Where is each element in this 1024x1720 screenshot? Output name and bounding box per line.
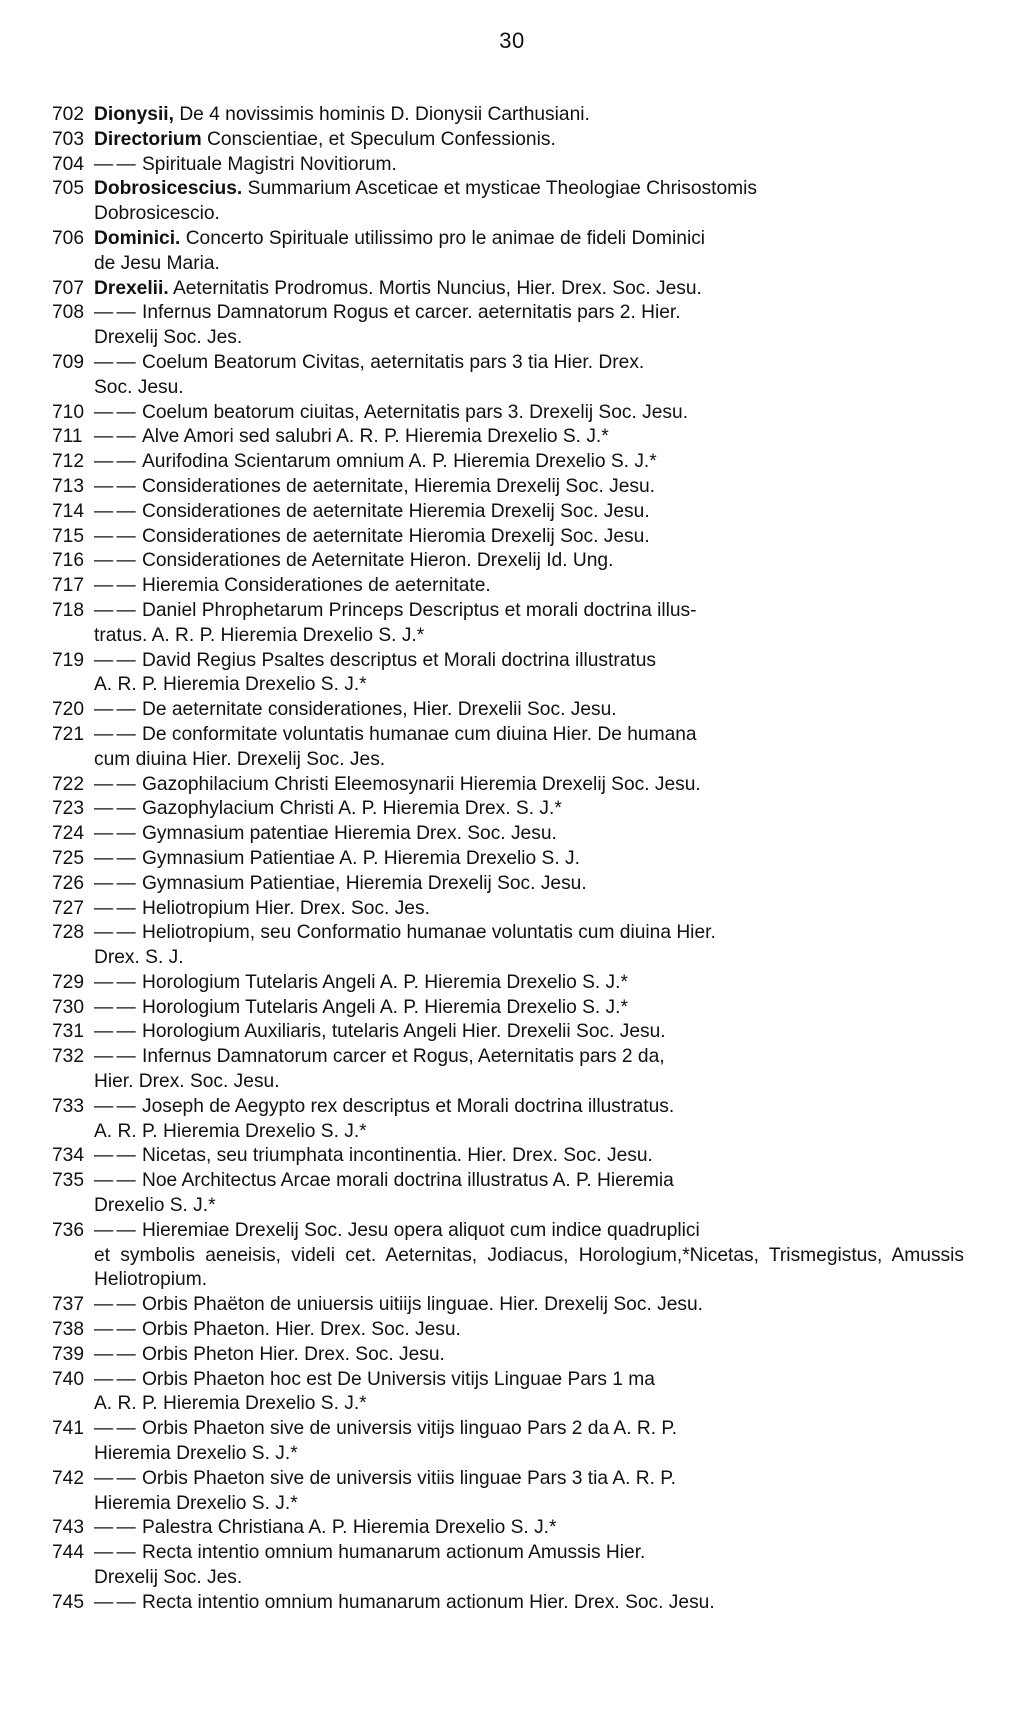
entry-number: 704 bbox=[52, 153, 85, 175]
entry-number: 745 bbox=[52, 1591, 85, 1613]
catalog-entry bbox=[52, 971, 964, 996]
entry-title: Horologium Tutelaris Angeli A. P. Hieremia Drexelio S. J.* bbox=[142, 996, 628, 1018]
catalog-entry bbox=[52, 1368, 964, 1418]
entry-title: Gazophylacium Christi A. P. Hieremia Drex. S. J.* bbox=[142, 798, 562, 820]
entry-title: Considerationes de aeternitate Hieromia Drexelij Soc. Jesu. bbox=[142, 525, 650, 547]
entry-continuation: A. R. P. Hieremia Drexelio S. J.* bbox=[94, 674, 367, 696]
ditto-mark: — — bbox=[94, 401, 135, 423]
ditto-mark: — — bbox=[94, 1046, 135, 1068]
entry-number: 703 bbox=[52, 128, 85, 150]
entry-title: Spirituale Magistri Novitiorum. bbox=[142, 153, 397, 175]
entry-continuation: A. R. P. Hieremia Drexelio S. J.* bbox=[94, 1393, 367, 1415]
ditto-mark: — — bbox=[94, 426, 135, 448]
ditto-mark: — — bbox=[94, 1418, 135, 1440]
entry-continuation: Hieremia Drexelio S. J.* bbox=[94, 1492, 298, 1514]
entry-number: 720 bbox=[52, 699, 85, 721]
entry-title: Concerto Spirituale utilissimo pro le animae de fideli Dominici bbox=[185, 227, 706, 249]
entry-number: 737 bbox=[52, 1294, 85, 1316]
catalog-entry bbox=[52, 822, 964, 847]
catalog-entry bbox=[52, 1591, 964, 1616]
entry-title: Recta intentio omnium humanarum actionum Amussis Hier. bbox=[142, 1542, 646, 1564]
ditto-mark: — — bbox=[94, 475, 135, 497]
ditto-mark: — — bbox=[94, 773, 135, 795]
entry-number: 731 bbox=[52, 1021, 85, 1043]
entry-number: 706 bbox=[52, 227, 85, 249]
entry-number: 743 bbox=[52, 1517, 85, 1539]
entry-number: 739 bbox=[52, 1343, 85, 1365]
ditto-mark: — — bbox=[94, 872, 135, 894]
catalog-entry bbox=[52, 1417, 964, 1467]
entry-title: Orbis Pheton Hier. Drex. Soc. Jesu. bbox=[142, 1343, 445, 1365]
catalog-entry bbox=[52, 1343, 964, 1368]
ditto-mark: — — bbox=[94, 1517, 135, 1539]
catalog-entry bbox=[52, 450, 964, 475]
entry-title: Daniel Phrophetarum Princeps Descriptus et morali doctrina illus- bbox=[142, 599, 697, 621]
entry-continuation: Dobrosicescio. bbox=[94, 203, 220, 225]
entry-title: Gazophilacium Christi Eleemosynarii Hieremia Drexelij Soc. Jesu. bbox=[142, 773, 701, 795]
entry-title: Orbis Phaeton sive de universis vitiis linguae Pars 3 tia A. R. P. bbox=[142, 1467, 676, 1489]
entry-continuation: Soc. Jesu. bbox=[94, 376, 184, 398]
ditto-mark: — — bbox=[94, 971, 135, 993]
catalog-entry bbox=[52, 351, 964, 401]
catalog-entry bbox=[52, 1144, 964, 1169]
entry-number: 741 bbox=[52, 1418, 85, 1440]
ditto-mark: — — bbox=[94, 823, 135, 845]
entry-continuation: cum diuina Hier. Drexelij Soc. Jes. bbox=[94, 748, 386, 770]
ditto-mark: — — bbox=[94, 897, 135, 919]
entry-number: 729 bbox=[52, 971, 85, 993]
entry-number: 714 bbox=[52, 500, 85, 522]
catalog-entry bbox=[52, 549, 964, 574]
entry-title: Orbis Phaeton. Hier. Drex. Soc. Jesu. bbox=[142, 1319, 461, 1341]
entry-title: Considerationes de Aeternitate Hieron. Drexelij Id. Ung. bbox=[142, 550, 614, 572]
ditto-mark: — — bbox=[94, 575, 135, 597]
entry-number: 716 bbox=[52, 550, 85, 572]
entry-continuation: Hier. Drex. Soc. Jesu. bbox=[94, 1071, 280, 1093]
entry-title: Heliotropium Hier. Drex. Soc. Jes. bbox=[142, 897, 430, 919]
entry-number: 735 bbox=[52, 1170, 85, 1192]
ditto-mark: — — bbox=[94, 798, 135, 820]
catalog-entry bbox=[52, 500, 964, 525]
entry-title: Horologium Auxiliaris, tutelaris Angeli Hier. Drexelii Soc. Jesu. bbox=[142, 1021, 666, 1043]
entry-number: 742 bbox=[52, 1467, 85, 1489]
ditto-mark: — — bbox=[94, 1145, 135, 1167]
entry-continuation: Drexelij Soc. Jes. bbox=[94, 1567, 243, 1589]
entry-continuation: de Jesu Maria. bbox=[94, 252, 220, 274]
catalog-entry bbox=[52, 847, 964, 872]
catalog-entry bbox=[52, 872, 964, 897]
catalog-entry bbox=[52, 177, 964, 227]
entry-number: 705 bbox=[52, 178, 85, 200]
ditto-mark: — — bbox=[94, 1368, 135, 1390]
ditto-mark: — — bbox=[94, 1343, 135, 1365]
entry-number: 718 bbox=[52, 599, 85, 621]
entry-number: 744 bbox=[52, 1542, 85, 1564]
catalog-entry bbox=[52, 773, 964, 798]
entry-number: 724 bbox=[52, 823, 85, 845]
entry-title: Gymnasium Patientiae, Hieremia Drexelij Soc. Jesu. bbox=[142, 872, 587, 894]
entry-number: 734 bbox=[52, 1145, 85, 1167]
ditto-mark: — — bbox=[94, 302, 135, 324]
catalog-entry bbox=[52, 698, 964, 723]
entry-title: Horologium Tutelaris Angeli A. P. Hieremia Drexelio S. J.* bbox=[142, 971, 628, 993]
entry-number: 733 bbox=[52, 1095, 85, 1117]
entry-title: Orbis Phaeton sive de universis vitijs linguao Pars 2 da A. R. P. bbox=[142, 1418, 678, 1440]
entry-number: 725 bbox=[52, 847, 85, 869]
ditto-mark: — — bbox=[94, 1467, 135, 1489]
ditto-mark: — — bbox=[94, 847, 135, 869]
entry-number: 707 bbox=[52, 277, 85, 299]
entry-continuation: et symbolis aeneisis, videli cet. Aeternitas, Jodiacus, Horologium,*Nicetas, Trismegistus, Amussis Heliotropium. bbox=[94, 1244, 964, 1291]
catalog-entry bbox=[52, 574, 964, 599]
entry-author: Directorium bbox=[94, 128, 202, 150]
ditto-mark: — — bbox=[94, 1021, 135, 1043]
entry-title: De 4 novissimis hominis D. Dionysii Carthusiani. bbox=[179, 104, 590, 125]
entry-number: 740 bbox=[52, 1368, 85, 1390]
ditto-mark: — — bbox=[94, 1219, 135, 1241]
entry-continuation: Drex. S. J. bbox=[94, 947, 184, 969]
entry-title: Noe Architectus Arcae morali doctrina illustratus A. P. Hieremia bbox=[142, 1170, 674, 1192]
entry-continuation: Hieremia Drexelio S. J.* bbox=[94, 1443, 298, 1465]
catalog-entry bbox=[52, 1293, 964, 1318]
ditto-mark: — — bbox=[94, 996, 135, 1018]
entry-number: 711 bbox=[52, 426, 83, 448]
entry-author: Dionysii, bbox=[94, 104, 174, 125]
ditto-mark: — — bbox=[94, 1591, 135, 1613]
entry-title: Heliotropium, seu Conformatio humanae voluntatis cum diuina Hier. bbox=[142, 922, 716, 944]
entry-number: 717 bbox=[52, 575, 85, 597]
catalog-entry bbox=[52, 1318, 964, 1343]
entry-title: Hieremiae Drexelij Soc. Jesu opera aliquot cum indice quadruplici bbox=[142, 1219, 700, 1241]
entry-title: Considerationes de aeternitate Hieremia Drexelij Soc. Jesu. bbox=[142, 500, 650, 522]
entry-title: Infernus Damnatorum Rogus et carcer. aeternitatis pars 2. Hier. bbox=[142, 302, 681, 324]
entry-title: Infernus Damnatorum carcer et Rogus, Aeternitatis pars 2 da, bbox=[142, 1046, 665, 1068]
entry-number: 723 bbox=[52, 798, 85, 820]
ditto-mark: — — bbox=[94, 525, 135, 547]
catalog-entry bbox=[52, 277, 964, 302]
entry-continuation: Drexelij Soc. Jes. bbox=[94, 327, 243, 349]
ditto-mark: — — bbox=[94, 1095, 135, 1117]
catalog-entry bbox=[52, 475, 964, 500]
entry-title: Considerationes de aeternitate, Hieremia Drexelij Soc. Jesu. bbox=[142, 475, 655, 497]
catalog-entry bbox=[52, 649, 964, 699]
entry-title: Recta intentio omnium humanarum actionum Hier. Drex. Soc. Jesu. bbox=[142, 1591, 715, 1613]
entry-number: 722 bbox=[52, 773, 85, 795]
entry-author: Dobrosicescius. bbox=[94, 178, 243, 200]
catalog-entry bbox=[52, 227, 964, 277]
entry-title: David Regius Psaltes descriptus et Morali doctrina illustratus bbox=[142, 649, 657, 671]
ditto-mark: — — bbox=[94, 649, 135, 671]
ditto-mark: — — bbox=[94, 550, 135, 572]
entry-number: 736 bbox=[52, 1219, 85, 1241]
catalog-entry bbox=[52, 301, 964, 351]
catalog-entry bbox=[52, 1219, 964, 1293]
catalog-entries bbox=[52, 103, 964, 1616]
catalog-entry bbox=[52, 1516, 964, 1541]
ditto-mark: — — bbox=[94, 1170, 135, 1192]
catalog-entry bbox=[52, 723, 964, 773]
entry-title: Palestra Christiana A. P. Hieremia Drexelio S. J.* bbox=[142, 1517, 557, 1539]
entry-continuation: A. R. P. Hieremia Drexelio S. J.* bbox=[94, 1120, 367, 1142]
catalog-entry bbox=[52, 921, 964, 971]
entry-title: Gymnasium Patientiae A. P. Hieremia Drexelio S. J. bbox=[142, 847, 580, 869]
ditto-mark: — — bbox=[94, 922, 135, 944]
entry-title: Orbis Phaëton de uniuersis uitiijs linguae. Hier. Drexelij Soc. Jesu. bbox=[142, 1294, 703, 1316]
entry-title: Aeternitatis Prodromus. Mortis Nuncius, Hier. Drex. Soc. Jesu. bbox=[172, 277, 702, 299]
entry-number: 709 bbox=[52, 351, 85, 373]
entry-number: 721 bbox=[52, 723, 85, 745]
catalog-entry bbox=[52, 1045, 964, 1095]
ditto-mark: — — bbox=[94, 351, 135, 373]
entry-number: 726 bbox=[52, 872, 85, 894]
entry-title: De conformitate voluntatis humanae cum diuina Hier. De humana bbox=[142, 723, 697, 745]
entry-number: 710 bbox=[52, 401, 85, 423]
ditto-mark: — — bbox=[94, 1319, 135, 1341]
catalog-entry bbox=[52, 599, 964, 649]
catalog-entry bbox=[52, 797, 964, 822]
entry-number: 728 bbox=[52, 922, 85, 944]
ditto-mark: — — bbox=[94, 723, 135, 745]
entry-title: Aurifodina Scientarum omnium A. P. Hieremia Drexelio S. J.* bbox=[142, 451, 657, 473]
entry-number: 730 bbox=[52, 996, 85, 1018]
entry-number: 702 bbox=[52, 104, 85, 125]
entry-author: Dominici. bbox=[94, 227, 181, 249]
entry-title: Conscientiae, et Speculum Confessionis. bbox=[207, 128, 556, 150]
entry-number: 715 bbox=[52, 525, 85, 547]
entry-title: Orbis Phaeton hoc est De Universis vitijs Linguae Pars 1 ma bbox=[142, 1368, 655, 1390]
entry-title: De aeternitate considerationes, Hier. Drexelii Soc. Jesu. bbox=[142, 699, 617, 721]
ditto-mark: — — bbox=[94, 699, 135, 721]
catalog-entry bbox=[52, 1020, 964, 1045]
entry-number: 719 bbox=[52, 649, 85, 671]
ditto-mark: — — bbox=[94, 451, 135, 473]
catalog-entry bbox=[52, 103, 964, 128]
entry-number: 708 bbox=[52, 302, 85, 324]
entry-title: Summarium Asceticae et mysticae Theologiae Chrisostomis bbox=[247, 178, 757, 200]
page-number: 30 bbox=[499, 28, 525, 53]
entry-title: Coelum beatorum ciuitas, Aeternitatis pars 3. Drexelij Soc. Jesu. bbox=[142, 401, 689, 423]
catalog-entry bbox=[52, 401, 964, 426]
catalog-entry bbox=[52, 1467, 964, 1517]
catalog-entry bbox=[52, 1541, 964, 1591]
catalog-entry bbox=[52, 128, 964, 153]
catalog-entry bbox=[52, 153, 964, 178]
ditto-mark: — — bbox=[94, 1294, 135, 1316]
entry-continuation: Drexelio S. J.* bbox=[94, 1195, 216, 1217]
entry-author: Drexelii. bbox=[94, 277, 169, 299]
entry-number: 727 bbox=[52, 897, 85, 919]
entry-title: Hieremia Considerationes de aeternitate. bbox=[142, 575, 491, 597]
entry-number: 738 bbox=[52, 1319, 85, 1341]
ditto-mark: — — bbox=[94, 599, 135, 621]
entry-continuation: tratus. A. R. P. Hieremia Drexelio S. J.* bbox=[94, 624, 425, 646]
catalog-entry bbox=[52, 1169, 964, 1219]
entry-title: Gymnasium patentiae Hieremia Drex. Soc. Jesu. bbox=[142, 823, 557, 845]
entry-title: Nicetas, seu triumphata incontinentia. Hier. Drex. Soc. Jesu. bbox=[142, 1145, 653, 1167]
entry-title: Joseph de Aegypto rex descriptus et Morali doctrina illustratus. bbox=[142, 1095, 675, 1117]
ditto-mark: — — bbox=[94, 500, 135, 522]
catalog-entry bbox=[52, 1095, 964, 1145]
ditto-mark: — — bbox=[94, 1542, 135, 1564]
ditto-mark: — — bbox=[94, 153, 135, 175]
entry-title: Alve Amori sed salubri A. R. P. Hieremia Drexelio S. J.* bbox=[142, 426, 609, 448]
entry-number: 712 bbox=[52, 451, 85, 473]
catalog-entry bbox=[52, 897, 964, 922]
catalog-entry bbox=[52, 525, 964, 550]
entry-title: Coelum Beatorum Civitas, aeternitatis pars 3 tia Hier. Drex. bbox=[142, 351, 645, 373]
entry-number: 713 bbox=[52, 475, 85, 497]
catalog-entry bbox=[52, 425, 964, 450]
entry-number: 732 bbox=[52, 1046, 85, 1068]
catalog-entry bbox=[52, 996, 964, 1021]
